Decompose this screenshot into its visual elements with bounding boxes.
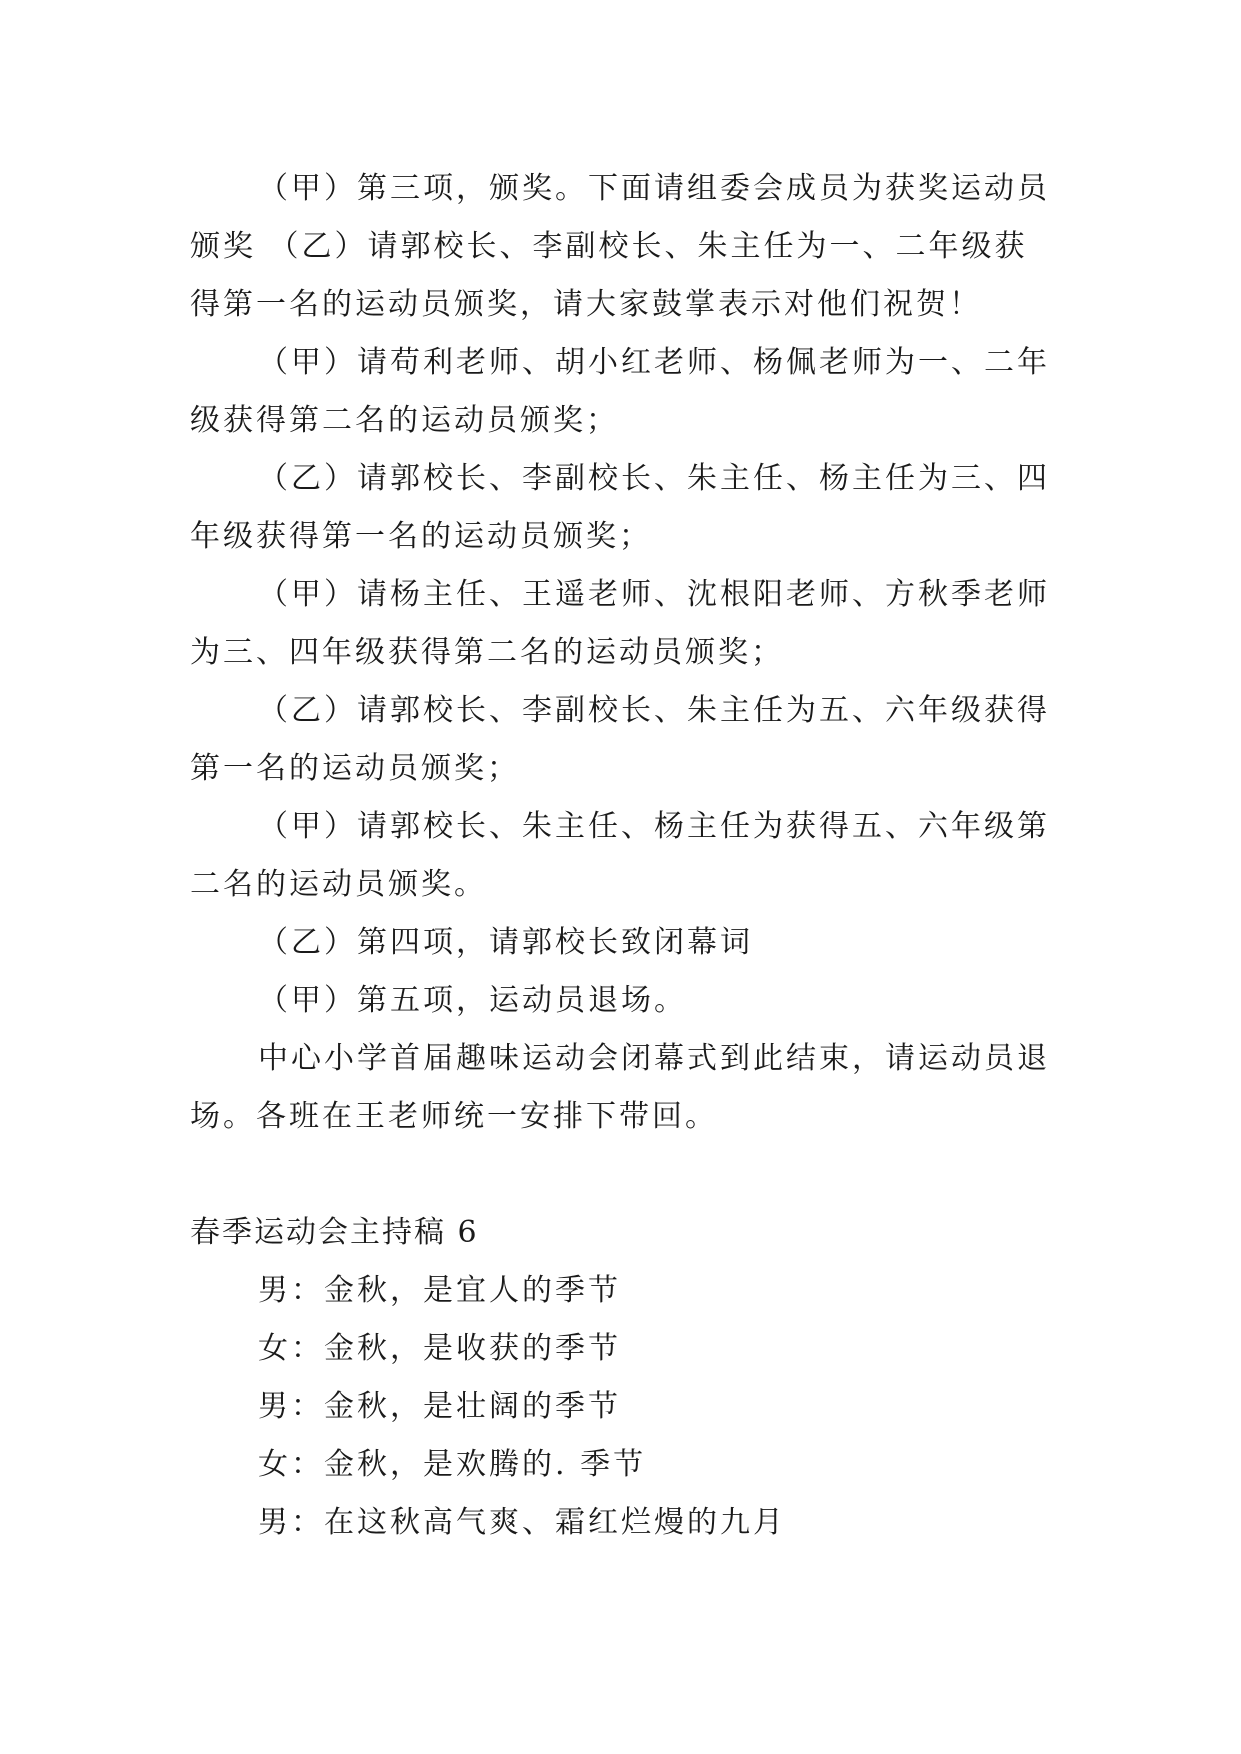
paragraph: （乙）请郭校长、李副校长、朱主任为五、六年级获得第一名的运动员颁奖； (190, 693, 1050, 786)
paragraph: （甲）第三项，颁奖。下面请组委会成员为获奖运动员颁奖 （乙）请郭校长、李副校长、朱主任为一、二年级获得第一名的运动员颁奖，请大家鼓掌表示对他们祝贺！ (190, 171, 1050, 322)
dialogue-line: 男：金秋，是宜人的季节 (258, 1273, 621, 1308)
paragraph: （甲）请苟利老师、胡小红老师、杨佩老师为一、二年级获得第二名的运动员颁奖； (190, 345, 1050, 438)
section-title: 春季运动会主持稿 6 (190, 1215, 479, 1250)
paragraph: （甲）请杨主任、王遥老师、沈根阳老师、方秋季老师为三、四年级获得第二名的运动员颁奖； (190, 577, 1050, 670)
paragraph: （乙）请郭校长、李副校长、朱主任、杨主任为三、四年级获得第一名的运动员颁奖； (190, 461, 1050, 554)
dialogue-line: 男：金秋，是壮阔的季节 (258, 1389, 621, 1424)
section-spacer (190, 1146, 1058, 1204)
paragraph: （甲）第五项，运动员退场。 (258, 983, 687, 1018)
paragraph: 中心小学首届趣味运动会闭幕式到此结束，请运动员退场。各班在王老师统一安排下带回。 (190, 1041, 1050, 1134)
dialogue-line: 女：金秋，是欢腾的. 季节 (258, 1447, 647, 1482)
document-body (190, 160, 1058, 1552)
dialogue-line: 女：金秋，是收获的季节 (258, 1331, 621, 1366)
dialogue-line: 男：在这秋高气爽、霜红烂熳的九月 (258, 1505, 786, 1540)
paragraph: （乙）第四项，请郭校长致闭幕词 (258, 925, 753, 960)
paragraph: （甲）请郭校长、朱主任、杨主任为获得五、六年级第二名的运动员颁奖。 (190, 809, 1050, 902)
